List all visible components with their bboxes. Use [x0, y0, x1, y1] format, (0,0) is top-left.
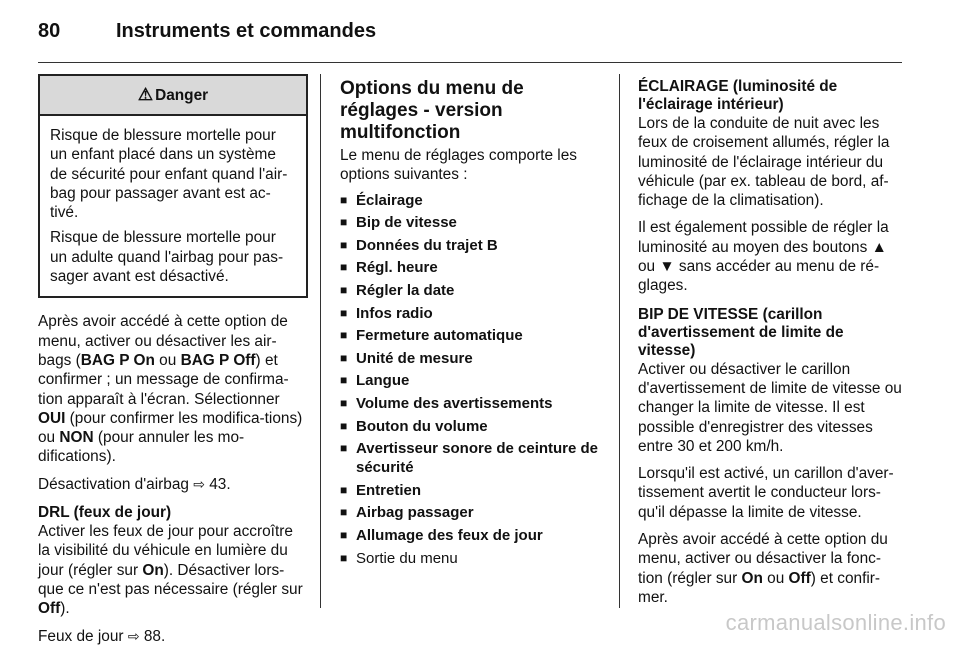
column-divider — [320, 74, 321, 608]
drl-paragraph — [38, 522, 308, 618]
option-label: Langue — [356, 372, 410, 390]
watermark: carmanualsonline.info — [725, 610, 946, 635]
option-label: Airbag passager — [356, 504, 474, 522]
option-label: Régler la date — [356, 281, 455, 299]
page-ref-icon: ⇨ — [127, 627, 140, 644]
option-label: Bip de vitesse — [356, 214, 457, 232]
bullet-icon: ■ — [340, 441, 348, 456]
option-item — [340, 213, 606, 232]
drl-xref — [38, 627, 308, 646]
bag-on-label: BAG P On — [80, 351, 155, 369]
on-label: On — [741, 569, 763, 587]
warning-triangle-icon: ⚠ — [137, 85, 154, 104]
text-run: (pour annuler les mo-difications). — [38, 429, 245, 466]
text-run: ou — [762, 569, 789, 587]
column-1 — [38, 74, 308, 654]
option-item — [340, 503, 606, 522]
off-label: Off — [788, 569, 811, 587]
bip-paragraph-1: Activer ou désactiver le carillon d'avertissement de limite de vitesse ou changer la limite de vitesse. Il est possible d'enregistrer des vitesses entre 30 et 200 km/h. — [638, 360, 902, 455]
eclairage-paragraph-2: Il est également possible de régler la luminosité au moyen des boutons ▲ ou ▼ sans accéder au menu de ré-glages. — [638, 219, 889, 295]
danger-body — [40, 116, 306, 296]
danger-text-child: Risque de blessure mortelle pour un enfant placé dans un système de sécurité pour enfant quand l'air-bag pour passager avant est ac-tivé. — [50, 127, 288, 222]
eclairage-paragraph-1: Lors de la conduite de nuit avec les feux de croisement allumés, régler la luminosité de l'éclairage intérieur du véhicule (par ex. tableau de bord, af-fichage de la climatisation). — [638, 115, 890, 210]
bullet-icon: ■ — [340, 373, 348, 388]
header-rule — [38, 62, 902, 63]
option-item — [340, 481, 606, 500]
danger-title: Danger — [155, 87, 209, 104]
column-2 — [340, 74, 606, 571]
bip-paragraph-2: Lorsqu'il est activé, un carillon d'aver-tissement avertit le conducteur lors-qu'il dépasse la limite de vitesse. — [638, 465, 894, 521]
option-label: Sortie du menu — [356, 549, 458, 567]
section-intro: Le menu de réglages comporte les options suivantes : — [340, 147, 577, 184]
bullet-icon: ■ — [340, 395, 348, 410]
text-run: Après avoir accédé à cette option de menu, activer ou désactiver les air-bags ( — [38, 313, 288, 369]
airbag-xref — [38, 475, 308, 494]
bullet-icon: ■ — [340, 282, 348, 297]
option-item — [340, 439, 606, 477]
off-label: Off — [38, 600, 61, 618]
bullet-icon: ■ — [340, 305, 348, 320]
option-label: Entretien — [356, 481, 422, 499]
option-label: Volume des avertissements — [356, 394, 553, 412]
options-list — [340, 191, 606, 568]
drl-heading: DRL (feux de jour) — [38, 504, 172, 522]
bullet-icon: ■ — [340, 192, 348, 207]
option-label: Unité de mesure — [356, 349, 473, 367]
bullet-icon: ■ — [340, 505, 348, 520]
page-number: 80 — [38, 20, 61, 42]
option-label: Fermeture automatique — [356, 327, 523, 345]
bip-paragraph-3 — [638, 530, 904, 607]
text-run: Désactivation d'airbag — [38, 475, 194, 493]
danger-text-adult: Risque de blessure mortelle pour un adulte quand l'airbag pour pas-sager avant est désactivé. — [50, 229, 284, 286]
danger-heading — [40, 76, 306, 116]
bullet-icon: ■ — [340, 215, 348, 230]
section-title: Options du menu de réglages - version multifonction — [340, 78, 524, 143]
option-item — [340, 394, 606, 413]
text-run: Activer les feux de jour pour accroître la visibilité du véhicule en lumière du jour (régler sur — [38, 523, 293, 579]
bag-off-label: BAG P Off — [180, 351, 256, 369]
option-label: Régl. heure — [356, 259, 438, 277]
bullet-icon: ■ — [340, 418, 348, 433]
airbag-paragraph — [38, 312, 308, 466]
option-item — [340, 304, 606, 323]
option-item — [340, 281, 606, 300]
option-label: Avertisseur sonore de ceinture de sécurité — [356, 440, 599, 477]
text-run: ). — [60, 600, 70, 618]
page-ref-link[interactable]: 43. — [209, 475, 231, 493]
text-run: Après avoir accédé à cette option du menu, activer ou désactiver la fonc-tion (régler sur — [638, 531, 888, 587]
option-item — [340, 258, 606, 277]
bullet-icon: ■ — [340, 328, 348, 343]
column-3 — [638, 74, 904, 615]
option-item — [340, 349, 606, 368]
option-label: Allumage des feux de jour — [356, 526, 543, 544]
option-label: Infos radio — [356, 304, 433, 322]
option-item — [340, 326, 606, 345]
column-divider — [619, 74, 620, 608]
option-item — [340, 191, 606, 210]
bip-vitesse-heading: BIP DE VITESSE (carillon d'avertissement de limite de vitesse) — [638, 305, 844, 359]
page-ref-link[interactable]: 88. — [143, 627, 166, 645]
bullet-icon: ■ — [340, 550, 348, 565]
page-header — [38, 20, 376, 43]
text-run: ) et confir-mer. — [638, 569, 881, 606]
bullet-icon: ■ — [340, 482, 348, 497]
text-run: Feux de jour — [38, 627, 128, 645]
option-item — [340, 236, 606, 255]
text-run: ). Désactiver lors-que ce n'est pas nécessaire (régler sur — [38, 561, 303, 598]
option-item — [340, 526, 606, 545]
bullet-icon: ■ — [340, 237, 348, 252]
option-item — [340, 417, 606, 436]
text-run: (pour confirmer les modifica-tions) ou — [38, 409, 303, 447]
bullet-icon: ■ — [340, 260, 348, 275]
eclairage-heading: ÉCLAIRAGE (luminosité de l'éclairage intérieur) — [638, 78, 838, 113]
option-label: Bouton du volume — [356, 417, 488, 435]
text-run: ou — [154, 351, 181, 369]
page-title: Instruments et commandes — [116, 20, 377, 42]
bullet-icon: ■ — [340, 350, 348, 365]
text-run: ) et confirmer ; un message de confirma-tion apparaît à l'écran. Sélectionner — [38, 351, 289, 408]
option-item — [340, 371, 606, 390]
page-ref-icon: ⇨ — [193, 475, 205, 492]
bullet-icon: ■ — [340, 527, 348, 542]
non-label: NON — [59, 429, 94, 447]
danger-box — [38, 74, 308, 298]
oui-label: OUI — [38, 409, 66, 427]
option-label: Éclairage — [356, 191, 423, 209]
option-item — [340, 549, 606, 568]
option-label: Données du trajet B — [356, 236, 498, 254]
on-label: On — [142, 561, 164, 579]
